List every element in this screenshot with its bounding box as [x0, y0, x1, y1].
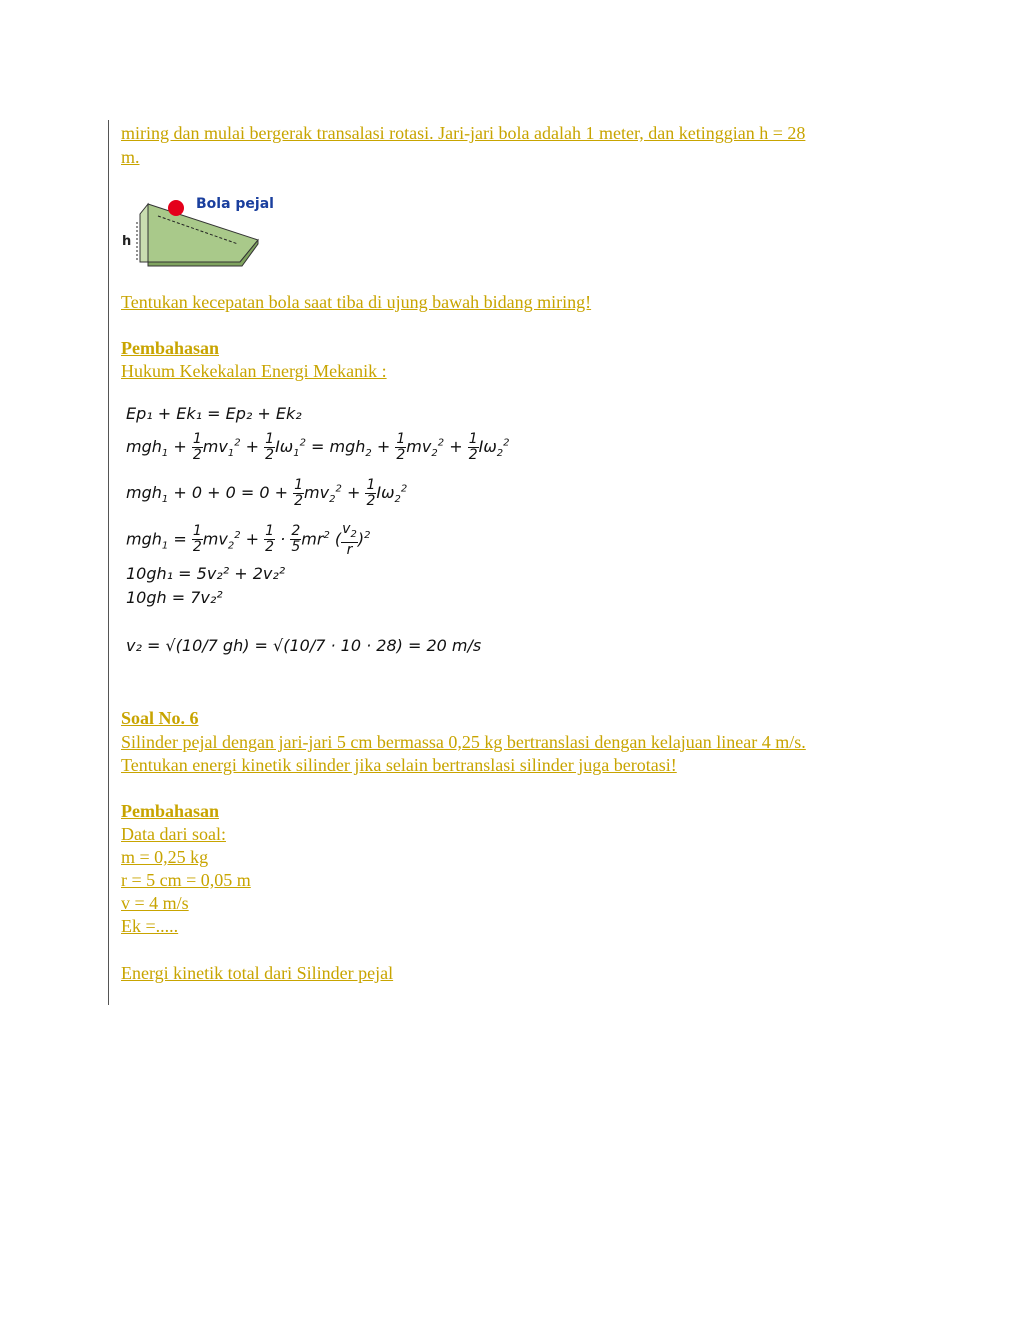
pembahasan-heading-2[interactable]: Pembahasan [121, 801, 220, 821]
inclined-plane-figure [118, 192, 278, 272]
energi-kinetik-text[interactable]: Energi kinetik total dari Silinder pejal [121, 963, 394, 983]
bola-pejal-label: Bola pejal [196, 196, 274, 212]
equation-block [126, 400, 510, 690]
soal-heading[interactable]: Soal No. 6 [121, 708, 199, 728]
equation-4: mgh$_1$ = $\frac{1}{2}$ $mv_2^2$ + $\frac{1}{2}$ · $\frac{2}{5}$ $mr^2$ ( $\frac{v_2}{r}$ )$^2$ [126, 521, 371, 558]
pembahasan-heading-1[interactable]: Pembahasan [121, 338, 220, 358]
equation-7: v₂ = √(10/7 gh) = √(10/7 · 10 · 28) = 20 m/s [126, 636, 482, 655]
data-heading[interactable]: Data dari soal: [121, 824, 226, 844]
data-radius[interactable]: r = 5 cm = 0,05 m [121, 870, 251, 890]
height-label: h [122, 234, 132, 249]
soal-line-1[interactable]: Silinder pejal dengan jari-jari 5 cm bermassa 0,25 kg bertranslasi dengan kelajuan linear 4 m/s. [121, 732, 806, 752]
question-text[interactable]: Tentukan kecepatan bola saat tiba di ujung bawah bidang miring! [121, 292, 592, 312]
text-line-1[interactable]: miring dan mulai bergerak transalasi rotasi. Jari-jari bola adalah 1 meter, dan ketinggian h = 28 [121, 123, 806, 143]
data-velocity[interactable]: v = 4 m/s [121, 893, 189, 913]
equation-6: 10gh = 7v₂² [126, 588, 223, 607]
hukum-text[interactable]: Hukum Kekekalan Energi Mekanik : [121, 361, 387, 381]
data-ek[interactable]: Ek =..... [121, 916, 179, 936]
text-line-2[interactable]: m. [121, 147, 140, 167]
equation-3: mgh$_1$ + 0 + 0 = 0 + $\frac{1}{2}$ $mv_2^2$ + $\frac{1}{2}$ $I\omega_2^2$ [126, 477, 408, 509]
equation-2: mgh$_1$ + $\frac{1}{2}$ $mv_1^2$ + $\frac{1}{2}$ $I\omega_1^2 = mgh_2$ + $\frac{1}{2}$ $mv_2^2$ + $\frac{1}{2}$ $I\omega_2^2$ [126, 431, 510, 463]
equation-5: 10gh₁ = 5v₂² + 2v₂² [126, 564, 286, 583]
left-margin-rule [108, 120, 109, 1005]
data-mass[interactable]: m = 0,25 kg [121, 847, 209, 867]
equation-1: Ep₁ + Ek₁ = Ep₂ + Ek₂ [126, 404, 302, 423]
soal-line-2[interactable]: Tentukan energi kinetik silinder jika selain bertranslasi silinder juga berotasi! [121, 755, 677, 775]
